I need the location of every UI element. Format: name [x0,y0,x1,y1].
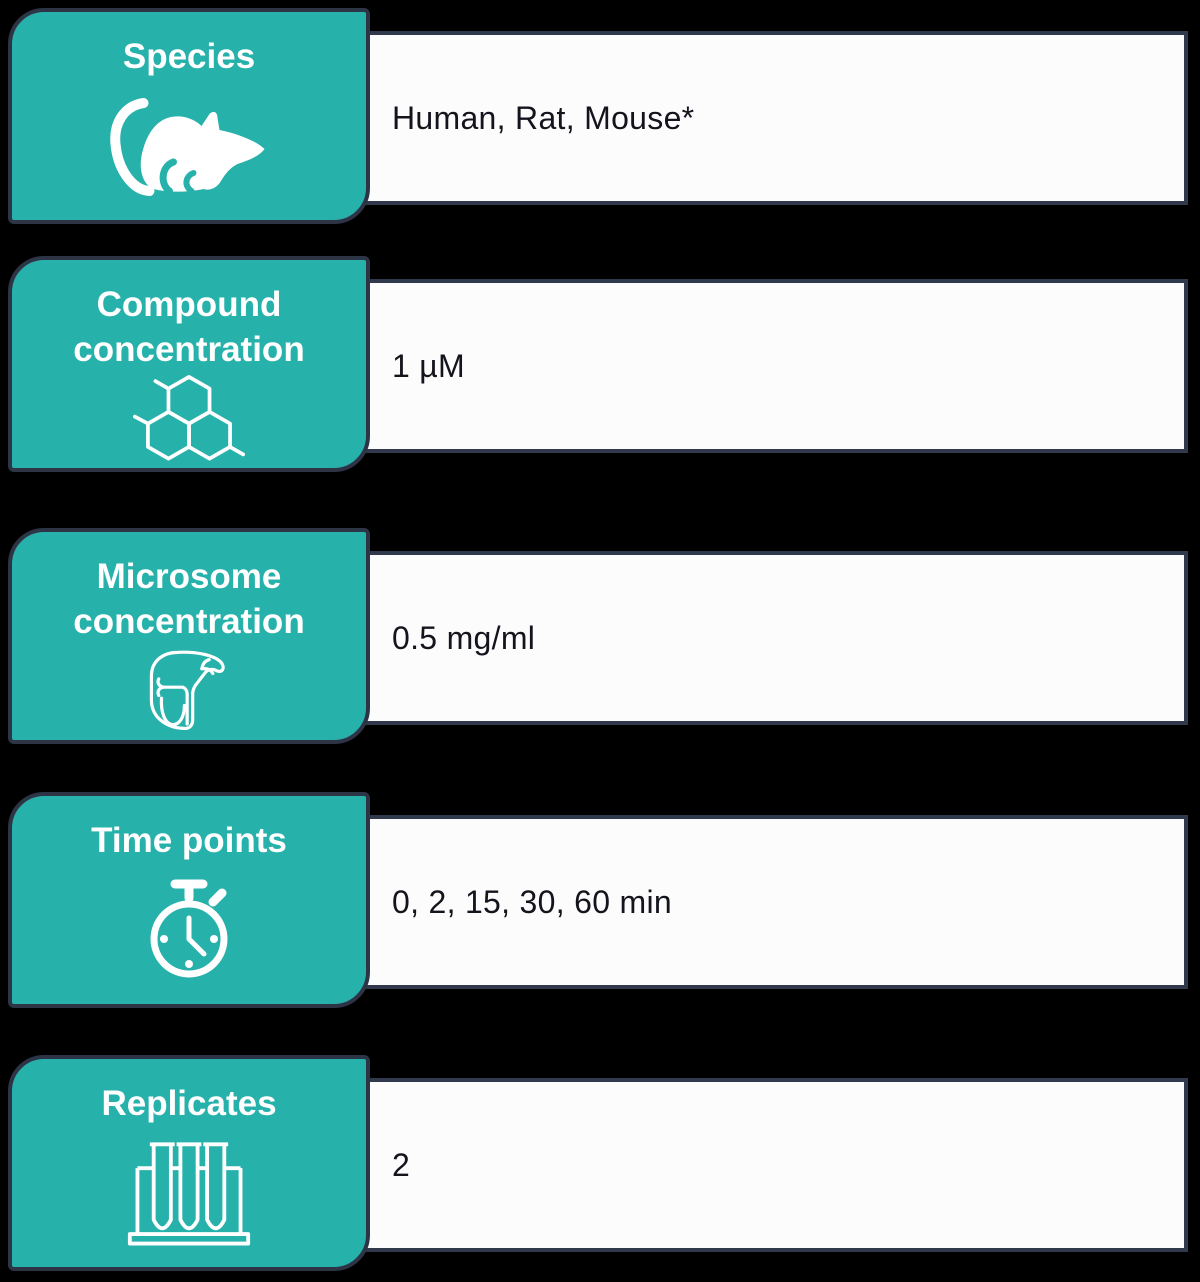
card-label: Replicates [101,1084,277,1123]
row-microsome-concentration [0,528,1200,748]
test-tube-rack-icon [12,1127,366,1267]
replicates-card [8,1055,370,1271]
row-time-points [0,792,1200,1012]
microsome-concentration-card [8,528,370,744]
value-bar [366,551,1188,725]
value-bar [366,1078,1188,1252]
value-bar [366,279,1188,453]
stopwatch-icon [12,864,366,1004]
card-label: Time points [91,821,287,860]
row-compound-concentration [0,256,1200,476]
row-species [0,8,1200,228]
row-replicates [0,1055,1200,1275]
value-text: 0, 2, 15, 30, 60 min [392,883,672,920]
time-points-card [8,792,370,1008]
card-label: Microsome concentration [73,557,305,641]
compound-concentration-card [8,256,370,472]
value-text: 2 [392,1146,411,1183]
card-label: Species [122,37,256,76]
molecule-icon [12,373,366,471]
value-text: 0.5 mg/ml [392,619,536,656]
card-label: Compound concentration [73,285,305,369]
value-text: Human, Rat, Mouse* [392,99,695,136]
value-text: 1 µM [392,347,465,384]
value-bar [366,31,1188,205]
species-card [8,8,370,224]
value-bar [366,815,1188,989]
mouse-icon [12,80,366,220]
liver-icon [12,645,366,741]
